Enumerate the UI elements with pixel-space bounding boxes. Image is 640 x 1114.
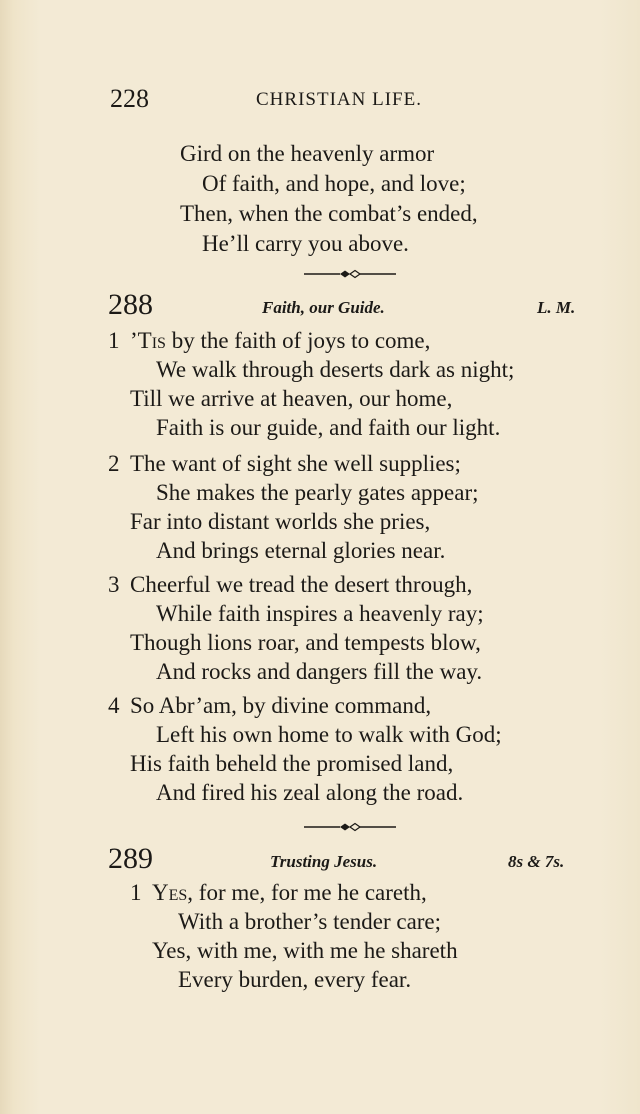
verse-line: Left his own home to walk with God; bbox=[156, 722, 502, 747]
hymn-meter: L. M. bbox=[537, 298, 576, 317]
verse-line: Of faith, and hope, and love; bbox=[202, 171, 466, 196]
verse-line: Till we arrive at heaven, our home, bbox=[130, 386, 453, 411]
verse-line: Every burden, every fear. bbox=[178, 967, 412, 992]
verse-line bbox=[108, 693, 431, 719]
verse-number: 3 bbox=[108, 572, 120, 597]
hymn-title: Trusting Jesus. bbox=[270, 852, 378, 871]
verse-line: Far into distant worlds she pries, bbox=[130, 509, 431, 534]
verse-initial-word: ’Tis bbox=[130, 328, 166, 353]
section-divider bbox=[300, 268, 400, 280]
verse-number: 4 bbox=[108, 693, 120, 718]
section-divider bbox=[300, 821, 400, 833]
verse-line: Though lions roar, and tempests blow, bbox=[130, 630, 481, 655]
verse-line bbox=[108, 451, 461, 477]
verse-text: by the faith of joys to come, bbox=[171, 328, 431, 353]
page-header bbox=[110, 84, 470, 114]
verse-line: She makes the pearly gates appear; bbox=[156, 480, 479, 505]
verse-line: Faith is our guide, and faith our light. bbox=[156, 415, 501, 440]
verse-line bbox=[108, 328, 430, 354]
verse-number: 1 bbox=[130, 880, 142, 905]
verse-line: Gird on the heavenly armor bbox=[180, 141, 435, 166]
verse-number: 1 bbox=[108, 328, 120, 353]
verse-line: With a brother’s tender care; bbox=[178, 909, 442, 934]
verse-line: And brings eternal glories near. bbox=[156, 538, 446, 563]
hymn-meter: 8s & 7s. bbox=[508, 852, 565, 871]
verse-line: He’ll carry you above. bbox=[202, 231, 409, 256]
verse-line bbox=[130, 880, 427, 906]
verse-line: Then, when the combat’s ended, bbox=[180, 201, 478, 226]
verse-line: While faith inspires a heavenly ray; bbox=[156, 601, 484, 626]
verse-line: Yes, with me, with me he shareth bbox=[152, 938, 458, 963]
verse-line: And rocks and dangers fill the way. bbox=[156, 659, 483, 684]
verse-line bbox=[108, 572, 472, 598]
verse-number: 2 bbox=[108, 451, 120, 476]
hymn-number: 288 bbox=[108, 288, 153, 321]
verse-text: for me, for me he careth, bbox=[198, 880, 427, 905]
verse-initial-word: Yes, bbox=[152, 880, 194, 905]
page-number: 228 bbox=[110, 84, 149, 113]
verse-line: And fired his zeal along the road. bbox=[156, 780, 464, 805]
verse-text: Cheerful we tread the desert through, bbox=[130, 572, 473, 597]
hymn-title: Faith, our Guide. bbox=[262, 298, 385, 317]
verse-text: The want of sight she well supplies; bbox=[130, 451, 461, 476]
verse-text: So Abr’am, by divine command, bbox=[130, 693, 432, 718]
verse-line: We walk through deserts dark as night; bbox=[156, 357, 515, 382]
hymn-number: 289 bbox=[108, 842, 153, 875]
running-title: CHRISTIAN LIFE. bbox=[256, 89, 422, 110]
verse-line: His faith beheld the promised land, bbox=[130, 751, 454, 776]
